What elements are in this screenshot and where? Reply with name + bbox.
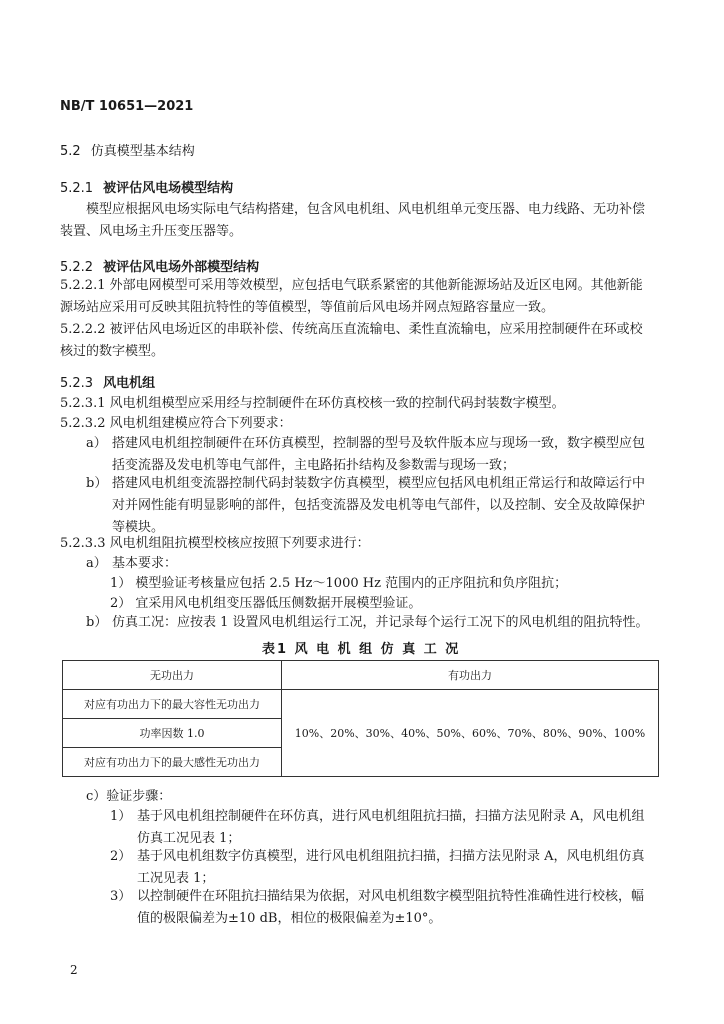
- section-5-2-2-heading: [60, 256, 259, 275]
- step-number: 3）: [110, 889, 132, 904]
- table-row: [63, 690, 659, 719]
- list-item-a: [112, 433, 645, 477]
- section-number: 5.2: [60, 144, 81, 159]
- sub-item-2: 2） 宜采用风电机组变压器低压侧数据开展模型验证。: [110, 596, 422, 611]
- steps-label: c）验证步骤：: [86, 789, 172, 804]
- clause-5-2-3-1: [60, 393, 565, 415]
- list-item-b: [112, 473, 645, 539]
- sub-item-1: 1） 模型验证考核量应包括 2.5 Hz～1000 Hz 范围内的正序阻抗和负序阻抗；: [110, 576, 568, 591]
- paragraph-line: 括变流器及发电机等电气部件，主电路拓扑结构及参数需与现场一致；: [112, 458, 516, 473]
- paragraph-line: 工况见表 1；: [137, 871, 215, 886]
- table-cell: 对应有功出力下的最大容性无功出力: [63, 690, 282, 719]
- section-title: 风电机组: [103, 376, 156, 391]
- paragraph-line: 仿真工况见表 1；: [137, 831, 241, 846]
- paragraph-line: 等模块。: [112, 520, 165, 535]
- step-number: 2）: [110, 849, 132, 864]
- paragraph-line: 源场站应采用可反映其阻抗特性的等值模型，等值前后风电场并网点短路容量应一致。: [60, 300, 555, 315]
- step-1: [137, 806, 645, 850]
- section-number: 5.2.2: [60, 260, 94, 275]
- paragraph-line: 以控制硬件在环阻抗扫描结果为依据，对风电机组数字模型阻抗特性准确性进行校核，幅: [137, 889, 645, 904]
- paragraph-line: 装置、风电场主升压变压器等。: [60, 224, 243, 239]
- table-header-cell: 无功出力: [63, 661, 282, 690]
- section-number: 5.2.1: [60, 181, 94, 196]
- list-item-label: b）: [86, 476, 108, 491]
- table-header-cell: 有功出力: [282, 661, 659, 690]
- paragraph-line: 模型应根据风电场实际电气结构搭建，包含风电机组、风电机组单元变压器、电力线路、无功补偿: [86, 202, 646, 217]
- standard-code: NB/T 10651—2021: [60, 99, 194, 114]
- step-number: 1）: [110, 809, 132, 824]
- list-item-label: a）: [86, 556, 107, 571]
- section-title: 被评估风电场外部模型结构: [103, 260, 260, 275]
- paragraph-line: 搭建风电机组变流器控制代码封装数字仿真模型，模型应包括风电机组正常运行和故障运行中: [112, 476, 646, 491]
- paragraph-line: 值的极限偏差为±10 dB，相位的极限偏差为±10°。: [137, 911, 442, 926]
- paragraph-line: 对并网性能有明显影响的部件，包括变流器及发电机等电气部件，以及控制、安全及故障保护: [112, 498, 646, 513]
- simulation-conditions-table: [62, 660, 659, 777]
- section-5-2-1-paragraph: [60, 199, 645, 243]
- paragraph-line: 5.2.3.3 风电机组阻抗模型校核应按照下列要求进行：: [60, 536, 370, 551]
- paragraph-line: 基于风电机组数字仿真模型，进行风电机组阻抗扫描，扫描方法见附录 A，风电机组仿真: [137, 849, 645, 864]
- table-cell: 10%、20%、30%、40%、50%、60%、70%、80%、90%、100%: [282, 690, 659, 777]
- step-3: [137, 886, 644, 930]
- section-number: 5.2.3: [60, 376, 94, 391]
- list-item-label: a）: [86, 436, 107, 451]
- page-number: 2: [70, 963, 78, 977]
- clause-5-2-3-3: [60, 533, 370, 555]
- section-5-2-3-heading: [60, 372, 155, 391]
- list-item-label: b）: [86, 615, 108, 630]
- list-item-text: 基本要求：: [112, 556, 178, 571]
- paragraph-line: 核过的数字模型。: [60, 344, 165, 359]
- clause-5-2-2-1: [60, 275, 643, 319]
- section-title: 仿真模型基本结构: [90, 144, 195, 159]
- table-cell: 功率因数 1.0: [63, 719, 282, 748]
- step-2: [137, 846, 645, 890]
- paragraph-line: 5.2.3.1 风电机组模型应采用经与控制硬件在环仿真校核一致的控制代码封装数字模型。: [60, 396, 565, 411]
- table-caption: 表1 风 电 机 组 仿 真 工 况: [262, 642, 461, 657]
- paragraph-line: 搭建风电机组控制硬件在环仿真模型，控制器的型号及软件版本应与现场一致，数字模型应包: [112, 436, 646, 451]
- paragraph-line: 5.2.3.2 风电机组建模应符合下列要求：: [60, 416, 292, 431]
- table-header-row: [63, 661, 659, 690]
- table-cell: 对应有功出力下的最大感性无功出力: [63, 748, 282, 777]
- section-5-2-heading: [60, 140, 195, 159]
- paragraph-line: 5.2.2.2 被评估风电场近区的串联补偿、传统高压直流输电、柔性直流输电，应采用控制硬件在环或校: [60, 322, 643, 337]
- list-item-text: 仿真工况：应按表 1 设置风电机组运行工况，并记录每个运行工况下的风电机组的阻抗特性。: [112, 615, 649, 630]
- section-5-2-1-heading: [60, 177, 233, 196]
- clause-5-2-3-2: [60, 413, 292, 435]
- section-title: 被评估风电场模型结构: [103, 181, 234, 196]
- paragraph-line: 基于风电机组控制硬件在环仿真，进行风电机组阻抗扫描，扫描方法见附录 A，风电机组: [137, 809, 645, 824]
- clause-5-2-2-2: [60, 319, 643, 363]
- paragraph-line: 5.2.2.1 外部电网模型可采用等效模型，应包括电气联系紧密的其他新能源场站及近区电网。其他新能: [60, 278, 643, 293]
